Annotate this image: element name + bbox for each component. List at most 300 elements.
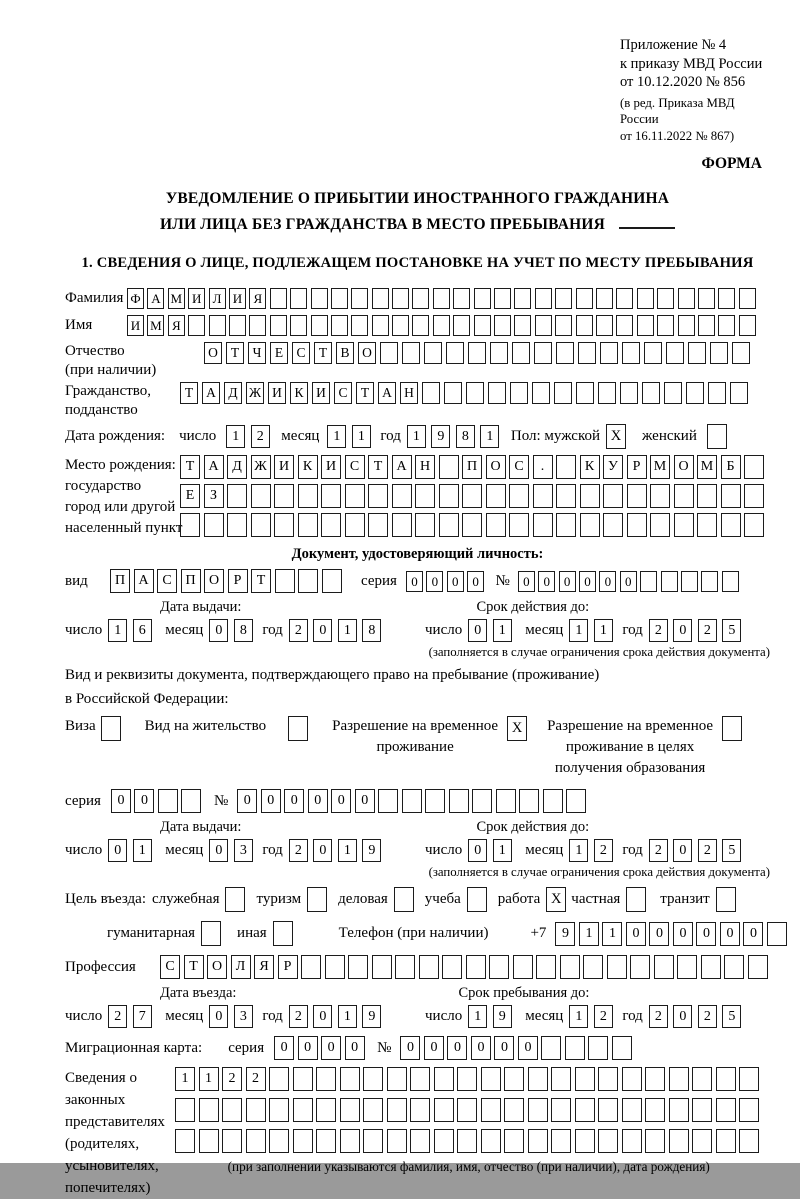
char-box[interactable]: [368, 484, 388, 508]
char-box[interactable]: [607, 955, 627, 979]
char-box[interactable]: У: [603, 455, 623, 479]
char-box[interactable]: [494, 288, 511, 309]
char-box[interactable]: 0: [424, 1036, 444, 1060]
char-box[interactable]: Т: [184, 955, 204, 979]
char-box[interactable]: [351, 315, 368, 336]
char-box[interactable]: [576, 382, 594, 404]
char-box[interactable]: О: [358, 342, 376, 364]
char-box[interactable]: [402, 342, 420, 364]
char-box[interactable]: 5: [722, 619, 741, 642]
char-box[interactable]: 0: [471, 1036, 491, 1060]
char-box[interactable]: О: [674, 455, 694, 479]
char-box[interactable]: [462, 484, 482, 508]
char-box[interactable]: [620, 382, 638, 404]
char-box[interactable]: [698, 288, 715, 309]
char-box[interactable]: [340, 1067, 360, 1091]
char-box[interactable]: [372, 955, 392, 979]
char-box[interactable]: [596, 315, 613, 336]
char-box[interactable]: [534, 342, 552, 364]
char-box[interactable]: В: [336, 342, 354, 364]
char-box[interactable]: [472, 789, 492, 813]
checkbox-cell[interactable]: [273, 921, 293, 946]
char-box[interactable]: [439, 513, 459, 537]
char-box[interactable]: 0: [518, 571, 535, 592]
char-box[interactable]: [686, 382, 704, 404]
char-box[interactable]: 0: [518, 1036, 538, 1060]
char-box[interactable]: [710, 342, 728, 364]
char-box[interactable]: [692, 1129, 712, 1153]
char-box[interactable]: 0: [426, 571, 443, 592]
char-box[interactable]: 1: [493, 619, 512, 642]
char-box[interactable]: [657, 288, 674, 309]
char-box[interactable]: 0: [308, 789, 328, 813]
char-box[interactable]: А: [202, 382, 220, 404]
char-box[interactable]: 1: [338, 1005, 357, 1028]
char-box[interactable]: 2: [289, 839, 308, 862]
char-box[interactable]: 0: [298, 1036, 318, 1060]
char-box[interactable]: О: [204, 569, 224, 593]
char-box[interactable]: [446, 342, 464, 364]
char-box[interactable]: [533, 484, 553, 508]
char-box[interactable]: [311, 315, 328, 336]
char-box[interactable]: 5: [722, 1005, 741, 1028]
char-box[interactable]: [674, 513, 694, 537]
char-box[interactable]: А: [378, 382, 396, 404]
char-box[interactable]: О: [207, 955, 227, 979]
char-box[interactable]: [368, 513, 388, 537]
char-box[interactable]: [175, 1098, 195, 1122]
char-box[interactable]: И: [274, 455, 294, 479]
char-box[interactable]: [596, 288, 613, 309]
char-box[interactable]: [716, 1067, 736, 1091]
char-box[interactable]: К: [290, 382, 308, 404]
char-box[interactable]: [616, 315, 633, 336]
char-box[interactable]: [222, 1129, 242, 1153]
char-box[interactable]: [580, 513, 600, 537]
char-box[interactable]: Ф: [127, 288, 144, 309]
char-box[interactable]: [293, 1067, 313, 1091]
char-box[interactable]: 0: [313, 839, 332, 862]
checkbox-cell[interactable]: [225, 887, 245, 912]
char-box[interactable]: 0: [209, 839, 228, 862]
char-box[interactable]: А: [392, 455, 412, 479]
char-box[interactable]: [622, 1129, 642, 1153]
char-box[interactable]: [654, 955, 674, 979]
char-box[interactable]: [598, 382, 616, 404]
char-box[interactable]: 0: [467, 571, 484, 592]
char-box[interactable]: 0: [447, 571, 464, 592]
char-box[interactable]: [481, 1129, 501, 1153]
char-box[interactable]: [433, 288, 450, 309]
char-box[interactable]: [222, 1098, 242, 1122]
char-box[interactable]: 9: [493, 1005, 512, 1028]
char-box[interactable]: Е: [270, 342, 288, 364]
char-box[interactable]: [645, 1067, 665, 1091]
char-box[interactable]: 0: [494, 1036, 514, 1060]
checkbox-cell[interactable]: [626, 887, 646, 912]
char-box[interactable]: [274, 484, 294, 508]
char-box[interactable]: [481, 1067, 501, 1091]
char-box[interactable]: 0: [743, 922, 763, 946]
char-box[interactable]: С: [160, 955, 180, 979]
char-box[interactable]: [372, 315, 389, 336]
char-box[interactable]: [555, 288, 572, 309]
char-box[interactable]: [744, 513, 764, 537]
char-box[interactable]: [251, 513, 271, 537]
char-box[interactable]: [181, 789, 201, 813]
char-box[interactable]: [565, 1036, 585, 1060]
char-box[interactable]: А: [147, 288, 164, 309]
char-box[interactable]: [439, 484, 459, 508]
char-box[interactable]: [541, 1036, 561, 1060]
char-box[interactable]: 1: [338, 839, 357, 862]
char-box[interactable]: [566, 789, 586, 813]
char-box[interactable]: [669, 1067, 689, 1091]
char-box[interactable]: [466, 382, 484, 404]
char-box[interactable]: [392, 288, 409, 309]
char-box[interactable]: 0: [355, 789, 375, 813]
char-box[interactable]: 7: [133, 1005, 152, 1028]
char-box[interactable]: К: [580, 455, 600, 479]
char-box[interactable]: [716, 1098, 736, 1122]
char-box[interactable]: [175, 1129, 195, 1153]
char-box[interactable]: 0: [468, 839, 487, 862]
char-box[interactable]: [496, 789, 516, 813]
char-box[interactable]: И: [312, 382, 330, 404]
char-box[interactable]: [528, 1098, 548, 1122]
char-box[interactable]: [556, 513, 576, 537]
char-box[interactable]: [415, 484, 435, 508]
char-box[interactable]: 1: [602, 922, 622, 946]
char-box[interactable]: 1: [493, 839, 512, 862]
char-box[interactable]: [724, 955, 744, 979]
char-box[interactable]: [246, 1129, 266, 1153]
checkbox-cell[interactable]: X: [507, 716, 527, 741]
char-box[interactable]: 0: [345, 1036, 365, 1060]
char-box[interactable]: [551, 1098, 571, 1122]
char-box[interactable]: [514, 315, 531, 336]
char-box[interactable]: [301, 955, 321, 979]
char-box[interactable]: [669, 1129, 689, 1153]
char-box[interactable]: И: [268, 382, 286, 404]
char-box[interactable]: [311, 288, 328, 309]
char-box[interactable]: [532, 382, 550, 404]
char-box[interactable]: [669, 1098, 689, 1122]
char-box[interactable]: 2: [698, 839, 717, 862]
char-box[interactable]: [657, 315, 674, 336]
checkbox-cell[interactable]: [722, 716, 742, 741]
char-box[interactable]: [509, 513, 529, 537]
char-box[interactable]: [661, 571, 678, 592]
char-box[interactable]: [509, 484, 529, 508]
char-box[interactable]: А: [204, 455, 224, 479]
char-box[interactable]: 2: [649, 619, 668, 642]
char-box[interactable]: 0: [447, 1036, 467, 1060]
char-box[interactable]: [322, 569, 342, 593]
char-box[interactable]: [415, 513, 435, 537]
char-box[interactable]: 1: [407, 425, 426, 448]
char-box[interactable]: 9: [555, 922, 575, 946]
char-box[interactable]: Д: [227, 455, 247, 479]
checkbox-cell[interactable]: [467, 887, 487, 912]
char-box[interactable]: [340, 1098, 360, 1122]
char-box[interactable]: Ч: [248, 342, 266, 364]
char-box[interactable]: [575, 1129, 595, 1153]
char-box[interactable]: 2: [698, 1005, 717, 1028]
char-box[interactable]: 1: [569, 619, 588, 642]
char-box[interactable]: [528, 1129, 548, 1153]
char-box[interactable]: [603, 484, 623, 508]
char-box[interactable]: [380, 342, 398, 364]
char-box[interactable]: Т: [226, 342, 244, 364]
char-box[interactable]: 3: [234, 839, 253, 862]
char-box[interactable]: [666, 342, 684, 364]
char-box[interactable]: Д: [224, 382, 242, 404]
char-box[interactable]: 2: [649, 1005, 668, 1028]
char-box[interactable]: [331, 315, 348, 336]
char-box[interactable]: Т: [180, 382, 198, 404]
char-box[interactable]: [363, 1098, 383, 1122]
char-box[interactable]: [622, 1098, 642, 1122]
char-box[interactable]: 3: [234, 1005, 253, 1028]
char-box[interactable]: [698, 315, 715, 336]
char-box[interactable]: [533, 513, 553, 537]
char-box[interactable]: [612, 1036, 632, 1060]
char-box[interactable]: 0: [579, 571, 596, 592]
char-box[interactable]: 0: [620, 571, 637, 592]
char-box[interactable]: 1: [594, 619, 613, 642]
char-box[interactable]: [489, 955, 509, 979]
char-box[interactable]: [692, 1067, 712, 1091]
char-box[interactable]: [721, 513, 741, 537]
char-box[interactable]: [575, 1098, 595, 1122]
char-box[interactable]: [402, 789, 422, 813]
char-box[interactable]: Т: [251, 569, 271, 593]
char-box[interactable]: 0: [111, 789, 131, 813]
char-box[interactable]: [490, 342, 508, 364]
char-box[interactable]: [275, 569, 295, 593]
char-box[interactable]: 0: [274, 1036, 294, 1060]
char-box[interactable]: 0: [237, 789, 257, 813]
char-box[interactable]: [598, 1067, 618, 1091]
char-box[interactable]: [340, 1129, 360, 1153]
char-box[interactable]: Т: [368, 455, 388, 479]
char-box[interactable]: З: [204, 484, 224, 508]
char-box[interactable]: [422, 382, 440, 404]
char-box[interactable]: О: [486, 455, 506, 479]
char-box[interactable]: 0: [313, 1005, 332, 1028]
char-box[interactable]: 0: [626, 922, 646, 946]
char-box[interactable]: 0: [313, 619, 332, 642]
char-box[interactable]: М: [147, 315, 164, 336]
char-box[interactable]: [739, 1098, 759, 1122]
char-box[interactable]: П: [181, 569, 201, 593]
char-box[interactable]: 0: [108, 839, 127, 862]
char-box[interactable]: [650, 513, 670, 537]
char-box[interactable]: [293, 1098, 313, 1122]
char-box[interactable]: [556, 484, 576, 508]
char-box[interactable]: [739, 315, 756, 336]
char-box[interactable]: [412, 288, 429, 309]
char-box[interactable]: 0: [400, 1036, 420, 1060]
char-box[interactable]: [180, 513, 200, 537]
char-box[interactable]: [363, 1067, 383, 1091]
char-box[interactable]: [697, 484, 717, 508]
char-box[interactable]: [575, 1067, 595, 1091]
char-box[interactable]: [603, 513, 623, 537]
char-box[interactable]: 0: [673, 619, 692, 642]
char-box[interactable]: [457, 1129, 477, 1153]
char-box[interactable]: [274, 513, 294, 537]
char-box[interactable]: [708, 382, 726, 404]
char-box[interactable]: С: [292, 342, 310, 364]
char-box[interactable]: [637, 315, 654, 336]
char-box[interactable]: [650, 484, 670, 508]
char-box[interactable]: [627, 484, 647, 508]
char-box[interactable]: [578, 342, 596, 364]
char-box[interactable]: 2: [594, 1005, 613, 1028]
char-box[interactable]: 0: [134, 789, 154, 813]
char-box[interactable]: 0: [673, 1005, 692, 1028]
char-box[interactable]: [209, 315, 226, 336]
char-box[interactable]: [744, 455, 764, 479]
char-box[interactable]: [616, 288, 633, 309]
char-box[interactable]: М: [697, 455, 717, 479]
checkbox-cell[interactable]: X: [606, 424, 626, 449]
char-box[interactable]: [387, 1098, 407, 1122]
char-box[interactable]: [434, 1129, 454, 1153]
char-box[interactable]: [453, 288, 470, 309]
char-box[interactable]: С: [345, 455, 365, 479]
char-box[interactable]: И: [188, 288, 205, 309]
char-box[interactable]: 0: [649, 922, 669, 946]
char-box[interactable]: Л: [231, 955, 251, 979]
char-box[interactable]: 1: [327, 425, 346, 448]
char-box[interactable]: [716, 1129, 736, 1153]
char-box[interactable]: 2: [649, 839, 668, 862]
char-box[interactable]: 2: [251, 425, 270, 448]
char-box[interactable]: 1: [108, 619, 127, 642]
char-box[interactable]: 1: [133, 839, 152, 862]
char-box[interactable]: [721, 484, 741, 508]
char-box[interactable]: [580, 484, 600, 508]
char-box[interactable]: [434, 1098, 454, 1122]
char-box[interactable]: [674, 484, 694, 508]
char-box[interactable]: [481, 1098, 501, 1122]
char-box[interactable]: [488, 382, 506, 404]
char-box[interactable]: 2: [289, 1005, 308, 1028]
char-box[interactable]: [513, 955, 533, 979]
char-box[interactable]: 1: [480, 425, 499, 448]
char-box[interactable]: Р: [228, 569, 248, 593]
char-box[interactable]: И: [127, 315, 144, 336]
char-box[interactable]: [732, 342, 750, 364]
char-box[interactable]: [486, 484, 506, 508]
char-box[interactable]: [293, 1129, 313, 1153]
char-box[interactable]: [640, 571, 657, 592]
char-box[interactable]: Б: [721, 455, 741, 479]
char-box[interactable]: [392, 484, 412, 508]
char-box[interactable]: П: [462, 455, 482, 479]
char-box[interactable]: 5: [722, 839, 741, 862]
char-box[interactable]: [739, 1067, 759, 1091]
char-box[interactable]: [325, 955, 345, 979]
checkbox-cell[interactable]: [288, 716, 308, 741]
char-box[interactable]: 2: [698, 619, 717, 642]
char-box[interactable]: 9: [431, 425, 450, 448]
char-box[interactable]: [556, 342, 574, 364]
char-box[interactable]: [290, 288, 307, 309]
char-box[interactable]: [188, 315, 205, 336]
char-box[interactable]: [681, 571, 698, 592]
char-box[interactable]: [744, 484, 764, 508]
char-box[interactable]: И: [321, 455, 341, 479]
char-box[interactable]: [645, 1129, 665, 1153]
char-box[interactable]: [468, 342, 486, 364]
char-box[interactable]: 2: [594, 839, 613, 862]
char-box[interactable]: [392, 513, 412, 537]
char-box[interactable]: 8: [456, 425, 475, 448]
char-box[interactable]: [424, 342, 442, 364]
char-box[interactable]: Я: [254, 955, 274, 979]
char-box[interactable]: 0: [696, 922, 716, 946]
char-box[interactable]: 0: [673, 922, 693, 946]
char-box[interactable]: [645, 1098, 665, 1122]
char-box[interactable]: С: [157, 569, 177, 593]
checkbox-cell[interactable]: [716, 887, 736, 912]
char-box[interactable]: .: [533, 455, 553, 479]
char-box[interactable]: [637, 288, 654, 309]
char-box[interactable]: [270, 315, 287, 336]
char-box[interactable]: [748, 955, 768, 979]
char-box[interactable]: [692, 1098, 712, 1122]
char-box[interactable]: [739, 1129, 759, 1153]
char-box[interactable]: [298, 569, 318, 593]
char-box[interactable]: [551, 1129, 571, 1153]
char-box[interactable]: [269, 1098, 289, 1122]
char-box[interactable]: Ж: [246, 382, 264, 404]
char-box[interactable]: А: [134, 569, 154, 593]
char-box[interactable]: [392, 315, 409, 336]
char-box[interactable]: [494, 315, 511, 336]
checkbox-cell[interactable]: [307, 887, 327, 912]
char-box[interactable]: [387, 1067, 407, 1091]
char-box[interactable]: [535, 288, 552, 309]
char-box[interactable]: [555, 315, 572, 336]
char-box[interactable]: [528, 1067, 548, 1091]
char-box[interactable]: 1: [199, 1067, 219, 1091]
char-box[interactable]: М: [168, 288, 185, 309]
char-box[interactable]: [576, 288, 593, 309]
char-box[interactable]: [701, 571, 718, 592]
checkbox-cell[interactable]: [394, 887, 414, 912]
char-box[interactable]: 1: [338, 619, 357, 642]
char-box[interactable]: 2: [246, 1067, 266, 1091]
char-box[interactable]: Т: [356, 382, 374, 404]
char-box[interactable]: [246, 1098, 266, 1122]
char-box[interactable]: Р: [278, 955, 298, 979]
char-box[interactable]: [462, 513, 482, 537]
char-box[interactable]: [457, 1098, 477, 1122]
char-box[interactable]: [697, 513, 717, 537]
char-box[interactable]: [298, 513, 318, 537]
char-box[interactable]: 2: [289, 619, 308, 642]
char-box[interactable]: [425, 789, 445, 813]
char-box[interactable]: [504, 1067, 524, 1091]
char-box[interactable]: 6: [133, 619, 152, 642]
char-box[interactable]: [514, 288, 531, 309]
char-box[interactable]: [199, 1098, 219, 1122]
